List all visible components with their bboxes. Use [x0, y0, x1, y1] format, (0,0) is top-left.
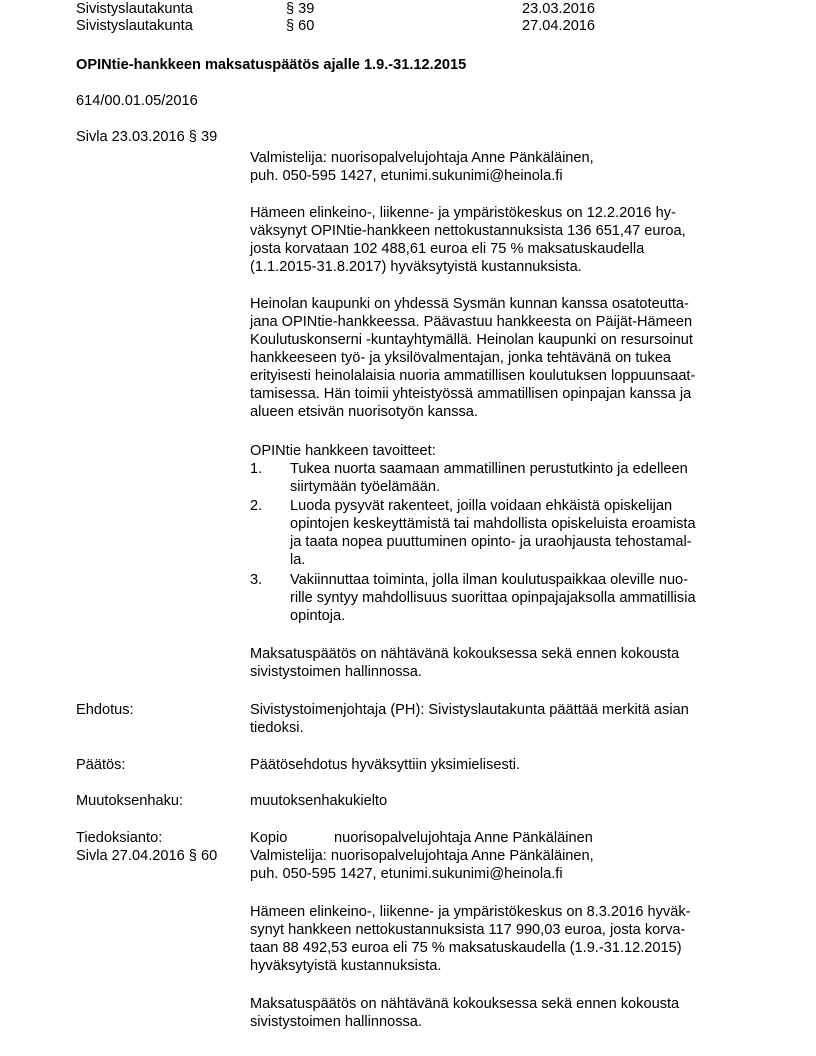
meeting1-para2-line1: Heinolan kaupunki on yhdessä Sysmän kunnan kanssa osatoteutta- [250, 296, 689, 312]
meeting1-para1-line3: josta korvataan 102 488,61 euroa eli 75 % maksatuskaudella [250, 241, 645, 257]
goal-1-line2: siirtymään työelämään. [290, 479, 441, 495]
goal-1-line1: Tukea nuorta saamaan ammatillinen perustutkinto ja edelleen [290, 461, 688, 477]
goals-heading: OPINtie hankkeen tavoitteet: [250, 443, 436, 459]
meeting2-preparer-line2: puh. 050-595 1427, etunimi.sukunimi@heinola.fi [250, 866, 563, 882]
goal-3-line1: Vakiinnuttaa toiminta, jolla ilman koulutuspaikkaa oleville nuo- [290, 572, 689, 588]
meeting2-label: Sivla 27.04.2016 § 60 [76, 848, 218, 864]
notice-copy-to: nuorisopalvelujohtaja Anne Pänkäläinen [334, 830, 593, 846]
meeting1-para1-line1: Hämeen elinkeino-, liikenne- ja ympäristökeskus on 12.2.2016 hy- [250, 205, 676, 221]
appeal-text: muutoksenhakukielto [250, 793, 388, 809]
meeting1-para3-line2: sivistystoimen hallinnossa. [250, 664, 422, 680]
meeting1-label: Sivla 23.03.2016 § 39 [76, 129, 218, 145]
meeting1-para3-line1: Maksatuspäätös on nähtävänä kokouksessa sekä ennen kokousta [250, 646, 680, 662]
meeting2-para1-line1: Hämeen elinkeino-, liikenne- ja ympäristökeskus on 8.3.2016 hyväk- [250, 904, 691, 920]
meeting1-para2-line7: alueen etsivän nuorisotyön kanssa. [250, 404, 478, 420]
meeting1-preparer-line2: puh. 050-595 1427, etunimi.sukunimi@heinola.fi [250, 168, 563, 184]
goal-3-number: 3. [250, 572, 263, 588]
goal-2-number: 2. [250, 498, 263, 514]
goal-1-number: 1. [250, 461, 263, 477]
meeting2-para2-line1: Maksatuspäätös on nähtävänä kokouksessa sekä ennen kokousta [250, 996, 680, 1012]
notice-label: Tiedoksianto: [76, 830, 163, 846]
meeting1-para1-line2: väksynyt OPINtie-hankkeen nettokustannuksista 136 651,47 euroa, [250, 223, 686, 239]
meeting2-para1-line4: hyväksytyistä kustannuksista. [250, 958, 442, 974]
meeting1-para2-line5: erityisesti heinolalaisia nuoria ammatillisen koulutuksen loppuunsaat- [250, 368, 696, 384]
proposal-label: Ehdotus: [76, 702, 134, 718]
meeting2-preparer-line1: Valmistelija: nuorisopalvelujohtaja Anne Pänkäläinen, [250, 848, 594, 864]
meeting2-para1-line2: synyt hankkeen nettokustannuksista 117 990,03 euroa, josta korva- [250, 922, 686, 938]
notice-copy-label: Kopio [250, 830, 288, 846]
goal-2-line3: ja taata nopea puuttuminen opinto- ja uraohjausta tehostamal- [290, 534, 692, 550]
decision-label: Päätös: [76, 757, 126, 773]
goal-2-line4: la. [290, 552, 306, 568]
meeting1-para2-line4: hankkeeseen työ- ja yksilövalmentajan, jonka tehtävänä on tukea [250, 350, 672, 366]
meeting2-para1-line3: taan 88 492,53 euroa eli 75 % maksatuskaudella (1.9.-31.12.2015) [250, 940, 682, 956]
appeal-label: Muutoksenhaku: [76, 793, 184, 809]
header-date-2: 27.04.2016 [522, 18, 596, 34]
meeting1-para2-line6: tamisessa. Hän toimii yhteistyössä ammatillisen opinpajan kanssa ja [250, 386, 692, 402]
header-section-2: § 60 [286, 18, 315, 34]
meeting1-preparer-line1: Valmistelija: nuorisopalvelujohtaja Anne Pänkäläinen, [250, 150, 594, 166]
goal-2-line1: Luoda pysyvät rakenteet, joilla voidaan ehkäistä opiskelijan [290, 498, 673, 514]
reference-number: 614/00.01.05/2016 [76, 93, 198, 109]
decision-text: Päätösehdotus hyväksyttiin yksimielisesti. [250, 757, 521, 773]
meeting1-para2-line3: Koulutuskonserni -kuntayhtymällä. Heinolan kaupunki on resursoinut [250, 332, 693, 348]
goal-2-line2: opintojen keskeyttämistä tai mahdollista opiskeluista eroamista [290, 516, 696, 532]
meeting1-para1-line4: (1.1.2015-31.8.2017) hyväksytyistä kustannuksista. [250, 259, 582, 275]
meeting2-para2-line2: sivistystoimen hallinnossa. [250, 1014, 422, 1030]
goal-3-line3: opintoja. [290, 608, 346, 624]
goal-3-line2: rille syntyy mahdollisuus suorittaa opinpajajaksolla ammatillisia [290, 590, 696, 606]
page-title: OPINtie-hankkeen maksatuspäätös ajalle 1.9.-31.12.2015 [76, 57, 467, 73]
header-board-2: Sivistyslautakunta [76, 18, 193, 34]
header-section-1: § 39 [286, 1, 315, 17]
proposal-line2: tiedoksi. [250, 720, 304, 736]
header-board-1: Sivistyslautakunta [76, 1, 193, 17]
header-date-1: 23.03.2016 [522, 1, 596, 17]
meeting1-para2-line2: jana OPINtie-hankkeessa. Päävastuu hankkeesta on Päijät-Hämeen [250, 314, 693, 330]
proposal-line1: Sivistystoimenjohtaja (PH): Sivistyslautakunta päättää merkitä asian [250, 702, 689, 718]
